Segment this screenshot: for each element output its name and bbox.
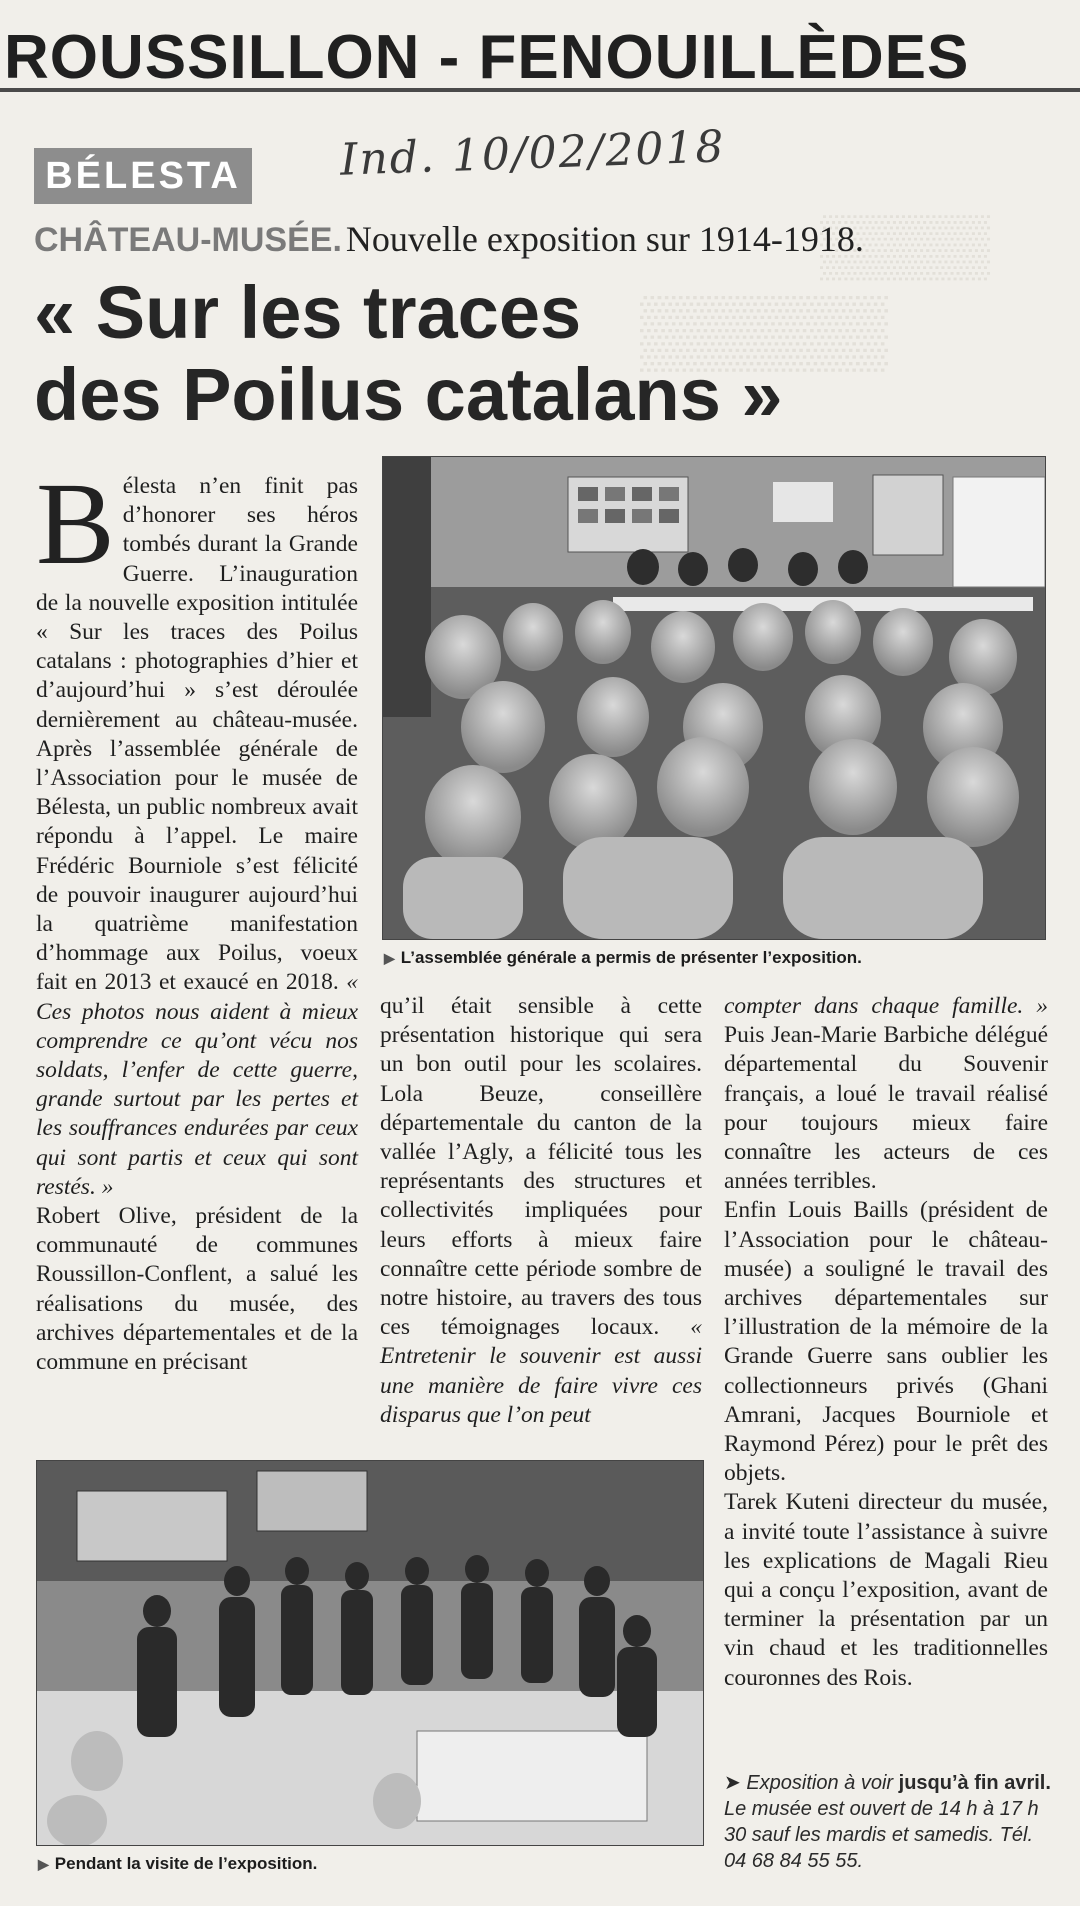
kicker — [34, 218, 864, 260]
bleed-through-decoration: ▒▒▒▒ — [820, 211, 991, 278]
caption-arrow-icon: ▶ — [38, 1856, 49, 1872]
article-intro: élesta n’en finit pas d’honorer ses héros tombés durant la Grande Guerre. L’inauguration de la nouvelle exposition intitulée « Sur les traces des Poilus catalans : photographies d’hier et d’aujourd’hui » s’est déroulée dernièrement au château-musée. Après l’assemblée générale de l’Association pour le musée de Bélesta, un public nombreux avait répondu à l’appel. Le maire Frédéric Bourniole s’est félicité de pouvoir inaugurer aujourd’hui la quatrième manifestation d’hommage aux Poilus, voeux fait en 2013 et exaucé en 2018. — [36, 473, 358, 996]
info-dates: jusqu’à fin avril. — [898, 1772, 1051, 1794]
photo-2-caption-text: Pendant la visite de l’exposition. — [54, 1854, 318, 1873]
info-arrow-icon: ➤ — [724, 1772, 741, 1794]
photo-2-caption — [38, 1854, 317, 1874]
photo-1-caption — [384, 948, 862, 968]
section-header — [0, 18, 1080, 92]
kicker-text: Nouvelle exposition sur 1914-1918. — [345, 219, 864, 259]
handwritten-note: Ind. 10/02/2018 — [339, 121, 727, 186]
info-hours: Le musée est ouvert de 14 h à 17 h 30 sauf les mardis et samedis. Tél. 04 68 84 55 55. — [724, 1798, 1039, 1872]
headline-line-2: des Poilus catalans » — [34, 353, 783, 436]
article-paragraph: Tarek Kuteni directeur du musée, a invité toute l’assistance à suivre les explications de Magali Rieu qui a conçu l’exposition, avant de terminer la présentation par un vin chaud et les traditionnelles couronnes des Rois. — [724, 1489, 1048, 1691]
bleed-through-decoration: ▒▒▒▒▒ — [640, 291, 888, 369]
mayor-quote: « Ces photos nous aident à mieux comprendre ce qu’ont vécu nos soldats, l’enfer de cette guerre, grande surtout par les pertes et les souffrances endurées par ceux qui sont partis et ceux qui sont restés. » — [36, 969, 359, 1200]
assembly-photo — [382, 456, 1046, 940]
article-column-1 — [36, 458, 359, 1422]
article-paragraph: Enfin Louis Baills (président de l’Association pour le château-musée) a souligné le travail des archives départementales sur l’illustration de la mémoire de la Grande Guerre sans oublier les collectionneurs privés (Ghani Amrani, Jacques Bourniole et Raymond Pérez) pour le prêt des objets. — [724, 1197, 1048, 1487]
town-rubric: BÉLESTA — [34, 148, 252, 204]
kicker-label: CHÂTEAU-MUSÉE. — [34, 221, 342, 259]
article-column-2 — [380, 992, 702, 1444]
article-paragraph: qu’il était sensible à cette présentation historique qui sera un bon outil pour les scolaires. Lola Beuze, conseillère départementale du canton de la vallée l’Agly, a félicité tous les représentants des structures et collectivités impliquées pour leurs efforts à mieux faire connaître cette période sombre de notre histoire, au travers des tous ces témoignages locaux. — [380, 993, 702, 1341]
olive-quote: « Entretenir le souvenir est aussi une manière de faire vivre ces disparus que l’on peut — [380, 1314, 702, 1428]
article-paragraph: Robert Olive, président de la communauté de communes Roussillon-Conflent, a salué les réalisations du musée, des archives départementales et de la commune en précisant — [36, 1203, 358, 1376]
visit-photo-image — [37, 1461, 703, 1845]
drop-cap: B — [36, 458, 115, 589]
article-paragraph: Puis Jean-Marie Barbiche délégué départemental du Souvenir français, a loué le travail réalisé pour toujours mieux faire connaître les acteurs de ces années terribles. — [724, 1022, 1048, 1195]
exhibition-info — [724, 1770, 1054, 1874]
visit-photo — [36, 1460, 704, 1846]
caption-arrow-icon: ▶ — [384, 950, 395, 966]
olive-quote-end: compter dans chaque famille. » — [724, 993, 1048, 1019]
headline — [34, 272, 1044, 436]
photo-1-caption-text: L’assemblée générale a permis de présenter l’exposition. — [400, 948, 862, 967]
assembly-photo-image — [383, 457, 1045, 939]
article-column-3 — [724, 992, 1048, 1762]
headline-line-1: « Sur les traces — [34, 271, 582, 354]
info-lead: Exposition à voir — [746, 1772, 894, 1794]
section-title: ROUSSILLON - FENOUILLÈDES — [4, 23, 970, 92]
